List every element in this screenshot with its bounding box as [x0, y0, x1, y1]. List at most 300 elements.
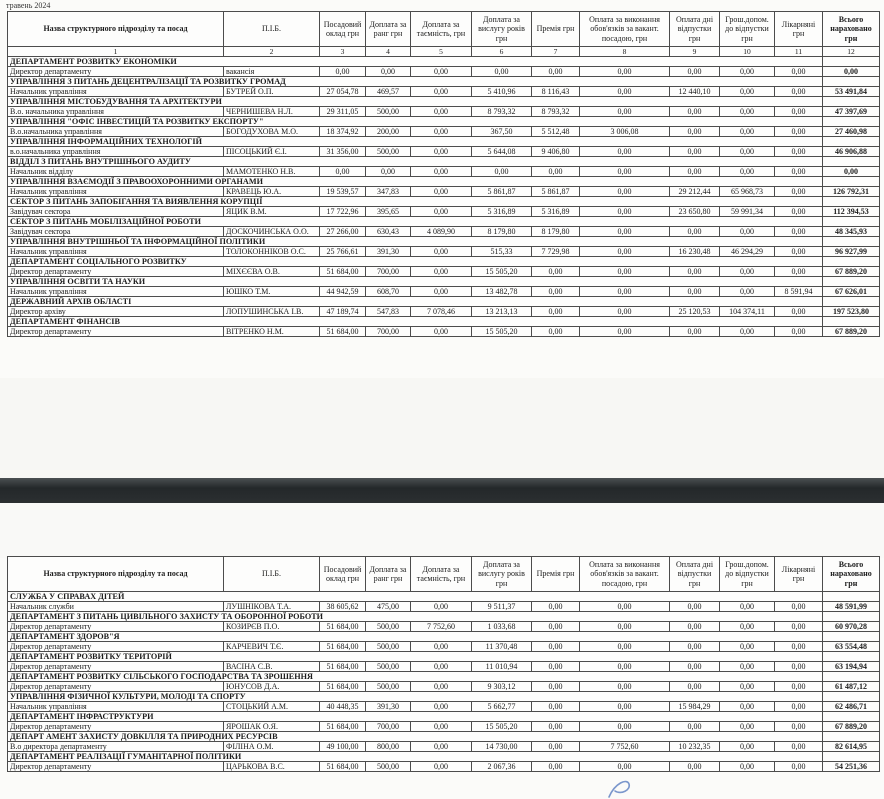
- table-row: [8, 742, 880, 752]
- value-cell: 0,00: [580, 207, 670, 217]
- value-cell: 2 067,36: [472, 762, 532, 772]
- total-cell: 48 345,93: [823, 227, 880, 237]
- value-cell: 0,00: [720, 702, 775, 712]
- value-cell: 0,00: [775, 662, 823, 672]
- value-cell: 0,00: [532, 307, 580, 317]
- name-cell: КРАВЕЦЬ Ю.А.: [224, 187, 320, 197]
- section-row-spacer: [823, 217, 880, 227]
- value-cell: 29 311,05: [320, 107, 366, 117]
- total-cell: 96 927,99: [823, 247, 880, 257]
- value-cell: 7 729,98: [532, 247, 580, 257]
- value-cell: 0,00: [775, 327, 823, 337]
- value-cell: 8 793,32: [472, 107, 532, 117]
- column-header: Всього нараховано грн: [823, 557, 880, 592]
- section-header-row: [8, 592, 880, 602]
- payroll-table-page1: [7, 11, 880, 337]
- name-cell: БОГОДУХОВА М.О.: [224, 127, 320, 137]
- column-header: П.І.Б.: [224, 12, 320, 47]
- name-cell: ЮНУСОВ Д.А.: [224, 682, 320, 692]
- value-cell: 0,00: [411, 247, 472, 257]
- value-cell: 0,00: [670, 127, 720, 137]
- table-row: [8, 327, 880, 337]
- position-cell: Директор департаменту: [8, 682, 224, 692]
- value-cell: 0,00: [411, 742, 472, 752]
- value-cell: 0,00: [720, 327, 775, 337]
- section-header-row: [8, 752, 880, 762]
- section-title: УПРАВЛІННЯ ІНФОРМАЦІЙНИХ ТЕХНОЛОГІЙ: [8, 137, 823, 147]
- name-cell: ЛУШНІКОВА Т.А.: [224, 602, 320, 612]
- value-cell: 0,00: [411, 682, 472, 692]
- column-header: Посадовий оклад грн: [320, 12, 366, 47]
- value-cell: 51 684,00: [320, 267, 366, 277]
- value-cell: 40 448,35: [320, 702, 366, 712]
- section-header-row: [8, 257, 880, 267]
- value-cell: 0,00: [411, 147, 472, 157]
- section-header-row: [8, 237, 880, 247]
- position-cell: В.о директора департаменту: [8, 742, 224, 752]
- value-cell: 0,00: [580, 722, 670, 732]
- value-cell: 0,00: [411, 187, 472, 197]
- value-cell: 49 100,00: [320, 742, 366, 752]
- total-cell: 61 487,12: [823, 682, 880, 692]
- name-cell: ЮШКО Т.М.: [224, 287, 320, 297]
- value-cell: 0,00: [720, 682, 775, 692]
- column-header: Лікарняні грн: [775, 557, 823, 592]
- value-cell: 13 213,13: [472, 307, 532, 317]
- value-cell: 10 232,35: [670, 742, 720, 752]
- value-cell: 0,00: [411, 287, 472, 297]
- value-cell: 25 766,61: [320, 247, 366, 257]
- table-row: [8, 762, 880, 772]
- section-row-spacer: [823, 672, 880, 682]
- section-title: СЕКТОР З ПИТАНЬ ЗАПОБІГАННЯ ТА ВИЯВЛЕННЯ КОРУПЦІЇ: [8, 197, 823, 207]
- section-header-row: [8, 117, 880, 127]
- section-title: ДЕПАРТ АМЕНТ ЗАХИСТУ ДОВКІЛЛЯ ТА ПРИРОДНИХ РЕСУРСІВ: [8, 732, 823, 742]
- section-title: УПРАВЛІННЯ ВЗАЄМОДІЇ З ПРАВООХОРОННИМИ ОРГАНАМИ: [8, 177, 823, 187]
- table-row: [8, 267, 880, 277]
- total-cell: 0,00: [823, 167, 880, 177]
- value-cell: 38 605,62: [320, 602, 366, 612]
- value-cell: 16 230,48: [670, 247, 720, 257]
- section-row-spacer: [823, 297, 880, 307]
- name-cell: ДОСКОЧИНСЬКА О.О.: [224, 227, 320, 237]
- section-row-spacer: [823, 157, 880, 167]
- section-title: УПРАВЛІННЯ МІСТОБУДУВАННЯ ТА АРХІТЕКТУРИ: [8, 97, 823, 107]
- section-header-row: [8, 197, 880, 207]
- position-cell: Завідувач сектора: [8, 227, 224, 237]
- section-header-row: [8, 712, 880, 722]
- column-header: Оплата за виконання обов'язків за вакант. посадою, грн: [580, 12, 670, 47]
- value-cell: 8 179,80: [472, 227, 532, 237]
- section-row-spacer: [823, 257, 880, 267]
- column-number: 1: [8, 47, 224, 57]
- section-row-spacer: [823, 197, 880, 207]
- value-cell: 0,00: [720, 742, 775, 752]
- value-cell: 0,00: [411, 662, 472, 672]
- value-cell: 0,00: [775, 742, 823, 752]
- value-cell: 0,00: [720, 127, 775, 137]
- total-cell: 47 397,69: [823, 107, 880, 117]
- position-cell: Начальник управління: [8, 187, 224, 197]
- section-title: ДЕРЖАВНИЙ АРХІВ ОБЛАСТІ: [8, 297, 823, 307]
- column-header: Оплата за виконання обов'язків за вакант. посадою, грн: [580, 557, 670, 592]
- value-cell: 0,00: [411, 107, 472, 117]
- value-cell: 0,00: [670, 327, 720, 337]
- position-cell: Начальник відділу: [8, 167, 224, 177]
- value-cell: 51 684,00: [320, 662, 366, 672]
- name-cell: вакансія: [224, 67, 320, 77]
- section-header-row: [8, 217, 880, 227]
- section-title: ДЕПАРТАМЕНТ РЕАЛІЗАЦІЇ ГУМАНІТАРНОЇ ПОЛІТИКИ: [8, 752, 823, 762]
- column-number: 10: [720, 47, 775, 57]
- value-cell: 0,00: [670, 722, 720, 732]
- section-row-spacer: [823, 317, 880, 327]
- section-row-spacer: [823, 692, 880, 702]
- value-cell: 7 078,46: [411, 307, 472, 317]
- value-cell: 5 316,89: [532, 207, 580, 217]
- section-row-spacer: [823, 712, 880, 722]
- section-header-row: [8, 672, 880, 682]
- value-cell: 0,00: [580, 662, 670, 672]
- column-number: 5: [411, 47, 472, 57]
- table-row: [8, 602, 880, 612]
- column-number: 2: [224, 47, 320, 57]
- name-cell: ЦАРЬКОВА В.С.: [224, 762, 320, 772]
- value-cell: 0,00: [411, 702, 472, 712]
- value-cell: 0,00: [775, 622, 823, 632]
- value-cell: 0,00: [580, 247, 670, 257]
- position-cell: Директор департаменту: [8, 662, 224, 672]
- value-cell: 0,00: [532, 662, 580, 672]
- table-row: [8, 622, 880, 632]
- value-cell: 12 440,10: [670, 87, 720, 97]
- value-cell: 0,00: [411, 67, 472, 77]
- value-cell: 700,00: [366, 722, 411, 732]
- section-row-spacer: [823, 752, 880, 762]
- name-cell: ВІТРЕНКО Н.М.: [224, 327, 320, 337]
- value-cell: 347,83: [366, 187, 411, 197]
- column-header: Доплата за таємність, грн: [411, 557, 472, 592]
- value-cell: 51 684,00: [320, 722, 366, 732]
- total-cell: 63 194,94: [823, 662, 880, 672]
- column-number: 6: [472, 47, 532, 57]
- page2-top-margin: [0, 503, 884, 558]
- total-cell: 126 792,31: [823, 187, 880, 197]
- section-header-row: [8, 297, 880, 307]
- value-cell: 59 991,34: [720, 207, 775, 217]
- table-row: [8, 702, 880, 712]
- section-title: ДЕПАРТАМЕНТ СОЦІАЛЬНОГО РОЗВИТКУ: [8, 257, 823, 267]
- total-cell: 60 970,28: [823, 622, 880, 632]
- section-header-row: [8, 137, 880, 147]
- position-cell: Директор департаменту: [8, 642, 224, 652]
- value-cell: 0,00: [670, 107, 720, 117]
- position-cell: Директор департаменту: [8, 67, 224, 77]
- value-cell: 0,00: [580, 642, 670, 652]
- value-cell: 500,00: [366, 762, 411, 772]
- value-cell: 15 505,20: [472, 722, 532, 732]
- value-cell: 8 116,43: [532, 87, 580, 97]
- value-cell: 15 505,20: [472, 267, 532, 277]
- value-cell: 13 482,78: [472, 287, 532, 297]
- column-header: Премія грн: [532, 12, 580, 47]
- section-header-row: [8, 97, 880, 107]
- column-header: Оплата дні відпустки грн: [670, 12, 720, 47]
- value-cell: 0,00: [532, 67, 580, 77]
- column-header: Премія грн: [532, 557, 580, 592]
- value-cell: 46 294,29: [720, 247, 775, 257]
- value-cell: 5 512,48: [532, 127, 580, 137]
- value-cell: 0,00: [775, 762, 823, 772]
- value-cell: 47 189,74: [320, 307, 366, 317]
- position-cell: в.о.начальника управління: [8, 147, 224, 157]
- value-cell: 0,00: [670, 267, 720, 277]
- value-cell: 0,00: [670, 227, 720, 237]
- column-number: 7: [532, 47, 580, 57]
- section-title: ВІДДІЛ З ПИТАНЬ ВНУТРІШНЬОГО АУДИТУ: [8, 157, 823, 167]
- total-cell: 62 486,71: [823, 702, 880, 712]
- value-cell: 51 684,00: [320, 642, 366, 652]
- value-cell: 51 684,00: [320, 682, 366, 692]
- value-cell: 500,00: [366, 642, 411, 652]
- value-cell: 0,00: [472, 67, 532, 77]
- value-cell: 0,00: [720, 662, 775, 672]
- total-cell: 67 889,20: [823, 722, 880, 732]
- column-number: 4: [366, 47, 411, 57]
- name-cell: МАМОТЕНКО Н.В.: [224, 167, 320, 177]
- column-header: Грош.допом. до відпустки грн: [720, 12, 775, 47]
- value-cell: 0,00: [411, 327, 472, 337]
- value-cell: 0,00: [775, 247, 823, 257]
- value-cell: 0,00: [532, 327, 580, 337]
- value-cell: 0,00: [775, 722, 823, 732]
- value-cell: 0,00: [670, 762, 720, 772]
- position-cell: Начальник управління: [8, 287, 224, 297]
- value-cell: 0,00: [720, 762, 775, 772]
- table-row: [8, 307, 880, 317]
- total-cell: 197 523,80: [823, 307, 880, 317]
- value-cell: 0,00: [720, 287, 775, 297]
- month-label: травень 2024: [6, 1, 51, 10]
- column-header: Оплата дні відпустки грн: [670, 557, 720, 592]
- page-bottom-shade: [0, 378, 884, 478]
- column-header: Всього нараховано грн: [823, 12, 880, 47]
- position-cell: Начальник управління: [8, 702, 224, 712]
- column-number: 11: [775, 47, 823, 57]
- position-cell: В.о. начальника управління: [8, 107, 224, 117]
- page-divider-bar: [0, 478, 884, 503]
- position-cell: Завідувач сектора: [8, 207, 224, 217]
- value-cell: 0,00: [580, 227, 670, 237]
- value-cell: 0,00: [720, 67, 775, 77]
- value-cell: 0,00: [532, 682, 580, 692]
- section-row-spacer: [823, 652, 880, 662]
- value-cell: 11 370,48: [472, 642, 532, 652]
- value-cell: 0,00: [775, 147, 823, 157]
- column-number: 9: [670, 47, 720, 57]
- total-cell: 112 394,53: [823, 207, 880, 217]
- column-header: Доплата за вислугу років грн: [472, 12, 532, 47]
- value-cell: 0,00: [775, 207, 823, 217]
- column-header: Доплата за ранг грн: [366, 557, 411, 592]
- pen-mark-icon: [606, 778, 644, 799]
- section-row-spacer: [823, 632, 880, 642]
- value-cell: 500,00: [366, 662, 411, 672]
- value-cell: 0,00: [670, 67, 720, 77]
- value-cell: 8 793,32: [532, 107, 580, 117]
- value-cell: 0,00: [580, 107, 670, 117]
- section-title: СЕКТОР З ПИТАНЬ МОБІЛІЗАЦІЙНОЇ РОБОТИ: [8, 217, 823, 227]
- value-cell: 5 644,08: [472, 147, 532, 157]
- value-cell: 17 722,96: [320, 207, 366, 217]
- table-row: [8, 167, 880, 177]
- value-cell: 0,00: [411, 642, 472, 652]
- table-row: [8, 87, 880, 97]
- value-cell: 700,00: [366, 327, 411, 337]
- value-cell: 0,00: [366, 167, 411, 177]
- section-row-spacer: [823, 97, 880, 107]
- value-cell: 0,00: [580, 682, 670, 692]
- column-number: 3: [320, 47, 366, 57]
- value-cell: 0,00: [720, 227, 775, 237]
- table-row: [8, 127, 880, 137]
- value-cell: 104 374,11: [720, 307, 775, 317]
- position-cell: Директор департаменту: [8, 722, 224, 732]
- value-cell: 5 861,87: [472, 187, 532, 197]
- value-cell: 29 212,44: [670, 187, 720, 197]
- section-row-spacer: [823, 117, 880, 127]
- value-cell: 469,57: [366, 87, 411, 97]
- name-cell: МІХЄЄВА О.В.: [224, 267, 320, 277]
- section-header-row: [8, 632, 880, 642]
- value-cell: 18 374,92: [320, 127, 366, 137]
- section-header-row: [8, 692, 880, 702]
- value-cell: 0,00: [775, 107, 823, 117]
- section-title: ДЕПАРТАМЕНТ РОЗВИТКУ ЕКОНОМІКИ: [8, 57, 823, 67]
- value-cell: 15 505,20: [472, 327, 532, 337]
- total-cell: 67 626,01: [823, 287, 880, 297]
- value-cell: 0,00: [580, 702, 670, 712]
- table-row: [8, 107, 880, 117]
- total-cell: 53 491,84: [823, 87, 880, 97]
- name-cell: ВАСІНА С.В.: [224, 662, 320, 672]
- value-cell: 0,00: [775, 602, 823, 612]
- value-cell: 630,43: [366, 227, 411, 237]
- section-title: ДЕПАРТАМЕНТ ЗДОРОВ"Я: [8, 632, 823, 642]
- value-cell: 608,70: [366, 287, 411, 297]
- value-cell: 0,00: [775, 702, 823, 712]
- position-cell: Начальник управління: [8, 247, 224, 257]
- total-cell: 67 889,20: [823, 267, 880, 277]
- section-row-spacer: [823, 237, 880, 247]
- value-cell: 395,65: [366, 207, 411, 217]
- section-row-spacer: [823, 137, 880, 147]
- value-cell: 0,00: [670, 662, 720, 672]
- value-cell: 5 410,96: [472, 87, 532, 97]
- table-row: [8, 642, 880, 652]
- value-cell: 0,00: [411, 87, 472, 97]
- section-row-spacer: [823, 77, 880, 87]
- table-row: [8, 722, 880, 732]
- name-cell: КОЗИРЄВ П.О.: [224, 622, 320, 632]
- section-row-spacer: [823, 732, 880, 742]
- value-cell: 0,00: [532, 722, 580, 732]
- name-cell: ФІЛІНА О.М.: [224, 742, 320, 752]
- value-cell: 800,00: [366, 742, 411, 752]
- total-cell: 48 591,99: [823, 602, 880, 612]
- value-cell: 0,00: [580, 147, 670, 157]
- value-cell: 0,00: [411, 127, 472, 137]
- value-cell: 0,00: [720, 147, 775, 157]
- value-cell: 0,00: [411, 602, 472, 612]
- value-cell: 11 010,94: [472, 662, 532, 672]
- value-cell: 44 942,59: [320, 287, 366, 297]
- value-cell: 0,00: [670, 287, 720, 297]
- value-cell: 0,00: [720, 167, 775, 177]
- section-title: УПРАВЛІННЯ ФІЗИЧНОЇ КУЛЬТУРИ, МОЛОДІ ТА СПОРТУ: [8, 692, 823, 702]
- table-row: [8, 207, 880, 217]
- position-cell: Директор департаменту: [8, 622, 224, 632]
- value-cell: 15 984,29: [670, 702, 720, 712]
- name-cell: ЯЦИК В.М.: [224, 207, 320, 217]
- table-row: [8, 147, 880, 157]
- table-row: [8, 247, 880, 257]
- value-cell: 0,00: [775, 227, 823, 237]
- value-cell: 0,00: [532, 742, 580, 752]
- value-cell: 0,00: [366, 67, 411, 77]
- section-header-row: [8, 57, 880, 67]
- value-cell: 0,00: [580, 602, 670, 612]
- value-cell: 23 650,80: [670, 207, 720, 217]
- table-row: [8, 187, 880, 197]
- value-cell: 0,00: [411, 167, 472, 177]
- name-cell: ПІСОЦЬКИЙ Є.І.: [224, 147, 320, 157]
- value-cell: 700,00: [366, 267, 411, 277]
- value-cell: 0,00: [320, 67, 366, 77]
- column-header: Доплата за ранг грн: [366, 12, 411, 47]
- value-cell: 9 303,12: [472, 682, 532, 692]
- value-cell: 0,00: [580, 307, 670, 317]
- position-cell: Начальник управління: [8, 87, 224, 97]
- position-cell: Начальник служби: [8, 602, 224, 612]
- column-number: 8: [580, 47, 670, 57]
- value-cell: 31 356,00: [320, 147, 366, 157]
- value-cell: 0,00: [670, 622, 720, 632]
- value-cell: 27 054,78: [320, 87, 366, 97]
- name-cell: СТОЦЬКИЙ А.М.: [224, 702, 320, 712]
- total-cell: 0,00: [823, 67, 880, 77]
- position-cell: Директор департаменту: [8, 327, 224, 337]
- value-cell: 0,00: [532, 622, 580, 632]
- column-header: Доплата за таємність, грн: [411, 12, 472, 47]
- value-cell: 0,00: [775, 87, 823, 97]
- value-cell: 0,00: [580, 327, 670, 337]
- value-cell: 0,00: [775, 642, 823, 652]
- value-cell: 0,00: [411, 722, 472, 732]
- value-cell: 51 684,00: [320, 622, 366, 632]
- value-cell: 0,00: [775, 307, 823, 317]
- value-cell: 7 752,60: [580, 742, 670, 752]
- value-cell: 0,00: [720, 642, 775, 652]
- table-row: [8, 662, 880, 672]
- value-cell: 51 684,00: [320, 762, 366, 772]
- position-cell: В.о.начальника управління: [8, 127, 224, 137]
- value-cell: 391,30: [366, 702, 411, 712]
- value-cell: 0,00: [580, 762, 670, 772]
- section-header-row: [8, 317, 880, 327]
- value-cell: 3 006,08: [580, 127, 670, 137]
- value-cell: 0,00: [775, 267, 823, 277]
